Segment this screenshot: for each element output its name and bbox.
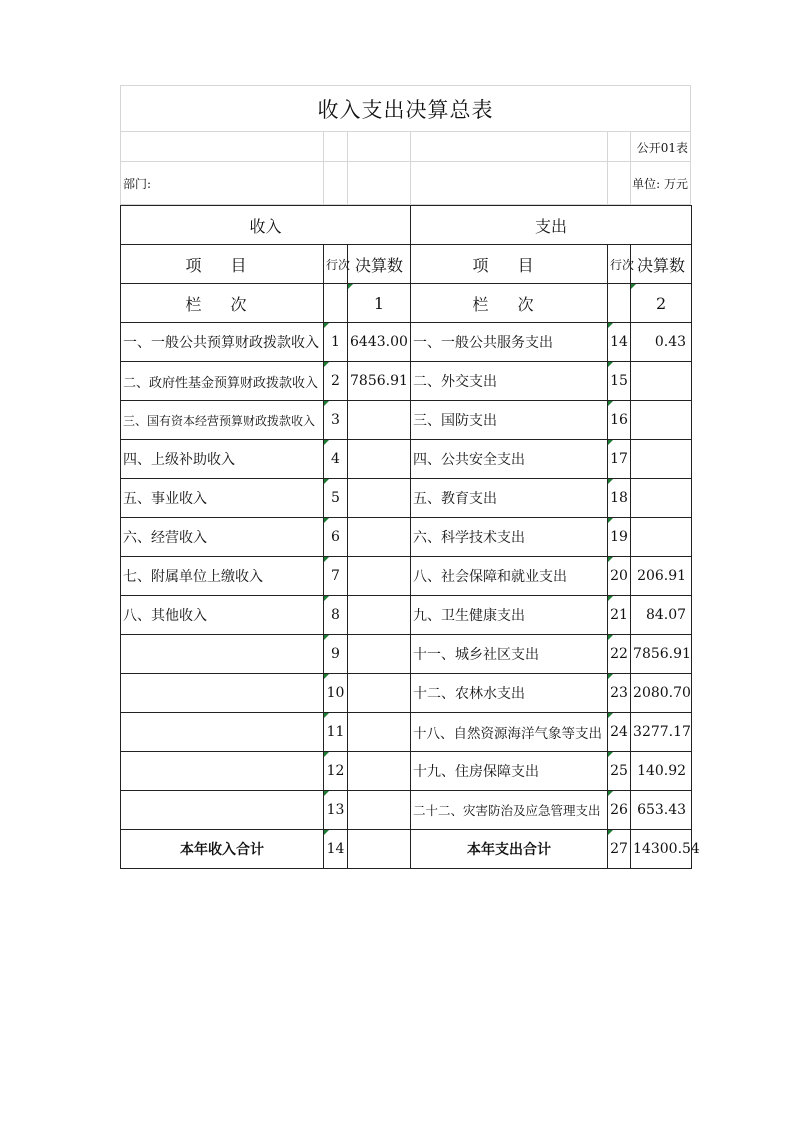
- income-value: [348, 791, 411, 830]
- income-item-label: 七、附属单位上缴收入: [121, 557, 324, 596]
- expense-row-number: 26: [608, 791, 631, 830]
- expense-value: 2080.70: [631, 674, 692, 713]
- expense-item-label: 六、科学技术支出: [411, 518, 608, 557]
- expense-item-label: 十九、住房保障支出: [411, 752, 608, 791]
- income-value: [348, 479, 411, 518]
- expense-value: [631, 440, 692, 479]
- income-value: [348, 713, 411, 752]
- income-value: [348, 401, 411, 440]
- total-expense-rowno: 27: [608, 830, 631, 869]
- total-income-label: 本年收入合计: [121, 830, 324, 869]
- income-row-number: 2: [324, 362, 348, 401]
- income-item-label: 二、政府性基金预算财政拨款收入: [121, 362, 324, 401]
- expense-item-label: 十一、城乡社区支出: [411, 635, 608, 674]
- expense-row-number: 21: [608, 596, 631, 635]
- form-code: 公开01表: [636, 140, 688, 155]
- table-row: [121, 791, 692, 830]
- expense-value: [631, 362, 692, 401]
- expense-col-amount: 决算数: [631, 245, 692, 284]
- table-row: [121, 479, 692, 518]
- income-row-number: 12: [324, 752, 348, 791]
- income-value: [348, 440, 411, 479]
- expense-value: 0.43: [631, 323, 692, 362]
- income-expense-table: [120, 205, 700, 869]
- income-value: [348, 635, 411, 674]
- expense-item-label: 九、卫生健康支出: [411, 596, 608, 635]
- total-expense-label: 本年支出合计: [411, 830, 608, 869]
- income-row-number: 9: [324, 635, 348, 674]
- income-row-number: 8: [324, 596, 348, 635]
- expense-row-number: 16: [608, 401, 631, 440]
- income-row-number: 6: [324, 518, 348, 557]
- income-item-label: 四、上级补助收入: [121, 440, 324, 479]
- expense-row-number: 19: [608, 518, 631, 557]
- expense-row-number: 25: [608, 752, 631, 791]
- income-row-number: 3: [324, 401, 348, 440]
- table-row: [121, 323, 692, 362]
- income-item-label: [121, 674, 324, 713]
- grid-divider: [630, 132, 631, 205]
- dept-label: 部门:: [123, 177, 152, 191]
- income-item-label: 八、其他收入: [121, 596, 324, 635]
- grid-divider: [607, 132, 608, 205]
- table-row: [121, 440, 692, 479]
- expense-value: 653.43: [631, 791, 692, 830]
- expense-item-label: 八、社会保障和就业支出: [411, 557, 608, 596]
- expense-header: 支出: [411, 206, 692, 245]
- expense-row-number: 17: [608, 440, 631, 479]
- table-row: [121, 557, 692, 596]
- income-item-label: 三、国有资本经营预算财政拨款收入: [121, 401, 324, 440]
- table-row: [121, 518, 692, 557]
- income-col-item: 项 目: [121, 245, 324, 284]
- expense-item-label: 一、一般公共服务支出: [411, 323, 608, 362]
- income-value: 7856.91: [348, 362, 411, 401]
- expense-value: [631, 401, 692, 440]
- expense-row-number: 23: [608, 674, 631, 713]
- income-item-label: 六、经营收入: [121, 518, 324, 557]
- income-lanci-number: 1: [348, 284, 411, 323]
- income-value: [348, 557, 411, 596]
- expense-col-rowno: 行次: [608, 245, 631, 284]
- income-item-label: [121, 752, 324, 791]
- income-item-label: [121, 791, 324, 830]
- income-col-amount: 决算数: [348, 245, 411, 284]
- income-row-number: 13: [324, 791, 348, 830]
- total-income-rowno: 14: [324, 830, 348, 869]
- table-row: [121, 635, 692, 674]
- income-col-rowno: 行次: [324, 245, 348, 284]
- expense-item-label: 十二、农林水支出: [411, 674, 608, 713]
- expense-value: 206.91: [631, 557, 692, 596]
- income-row-number: 4: [324, 440, 348, 479]
- table-row: [121, 713, 692, 752]
- page-title: 收入支出决算总表: [120, 85, 691, 132]
- expense-item-label: 三、国防支出: [411, 401, 608, 440]
- expense-lanci-label: 栏 次: [411, 284, 608, 323]
- income-item-label: 一、一般公共预算财政拨款收入: [121, 323, 324, 362]
- income-item-label: [121, 635, 324, 674]
- expense-lanci-number: 2: [631, 284, 692, 323]
- expense-row-number: 14: [608, 323, 631, 362]
- income-value: [348, 674, 411, 713]
- table-row: [121, 401, 692, 440]
- expense-value: [631, 518, 692, 557]
- income-value: 6443.00: [348, 323, 411, 362]
- expense-row-number: 22: [608, 635, 631, 674]
- income-row-number: 5: [324, 479, 348, 518]
- expense-value: 84.07: [631, 596, 692, 635]
- total-expense-value: 14300.54: [631, 830, 692, 869]
- expense-row-number: 24: [608, 713, 631, 752]
- grid-divider: [347, 132, 348, 205]
- income-row-number: 7: [324, 557, 348, 596]
- expense-item-label: 二十二、灾害防治及应急管理支出: [411, 791, 608, 830]
- table-row: [121, 752, 692, 791]
- income-item-label: 五、事业收入: [121, 479, 324, 518]
- income-lanci-empty: [324, 284, 348, 323]
- income-item-label: [121, 713, 324, 752]
- expense-value: 140.92: [631, 752, 692, 791]
- expense-item-label: 四、公共安全支出: [411, 440, 608, 479]
- unit-label: 单位: 万元: [632, 177, 688, 191]
- table-row: [121, 596, 692, 635]
- expense-item-label: 五、教育支出: [411, 479, 608, 518]
- expense-value: 3277.17: [631, 713, 692, 752]
- income-lanci-label: 栏 次: [121, 284, 324, 323]
- expense-item-label: 二、外交支出: [411, 362, 608, 401]
- expense-item-label: 十八、自然资源海洋气象等支出: [411, 713, 608, 752]
- header-row-form-code: [120, 132, 691, 162]
- expense-value: 7856.91: [631, 635, 692, 674]
- expense-row-number: 15: [608, 362, 631, 401]
- expense-row-number: 18: [608, 479, 631, 518]
- expense-col-item: 项 目: [411, 245, 608, 284]
- header-row-dept-unit: [120, 162, 691, 205]
- table-row: [121, 362, 692, 401]
- expense-value: [631, 479, 692, 518]
- grid-divider: [323, 132, 324, 205]
- income-value: [348, 518, 411, 557]
- income-row-number: 1: [324, 323, 348, 362]
- income-value: [348, 596, 411, 635]
- table-row: [121, 674, 692, 713]
- grid-divider: [410, 132, 411, 205]
- income-header: 收入: [121, 206, 411, 245]
- total-income-value: [348, 830, 411, 869]
- income-row-number: 10: [324, 674, 348, 713]
- expense-lanci-empty: [608, 284, 631, 323]
- expense-row-number: 20: [608, 557, 631, 596]
- income-value: [348, 752, 411, 791]
- income-row-number: 11: [324, 713, 348, 752]
